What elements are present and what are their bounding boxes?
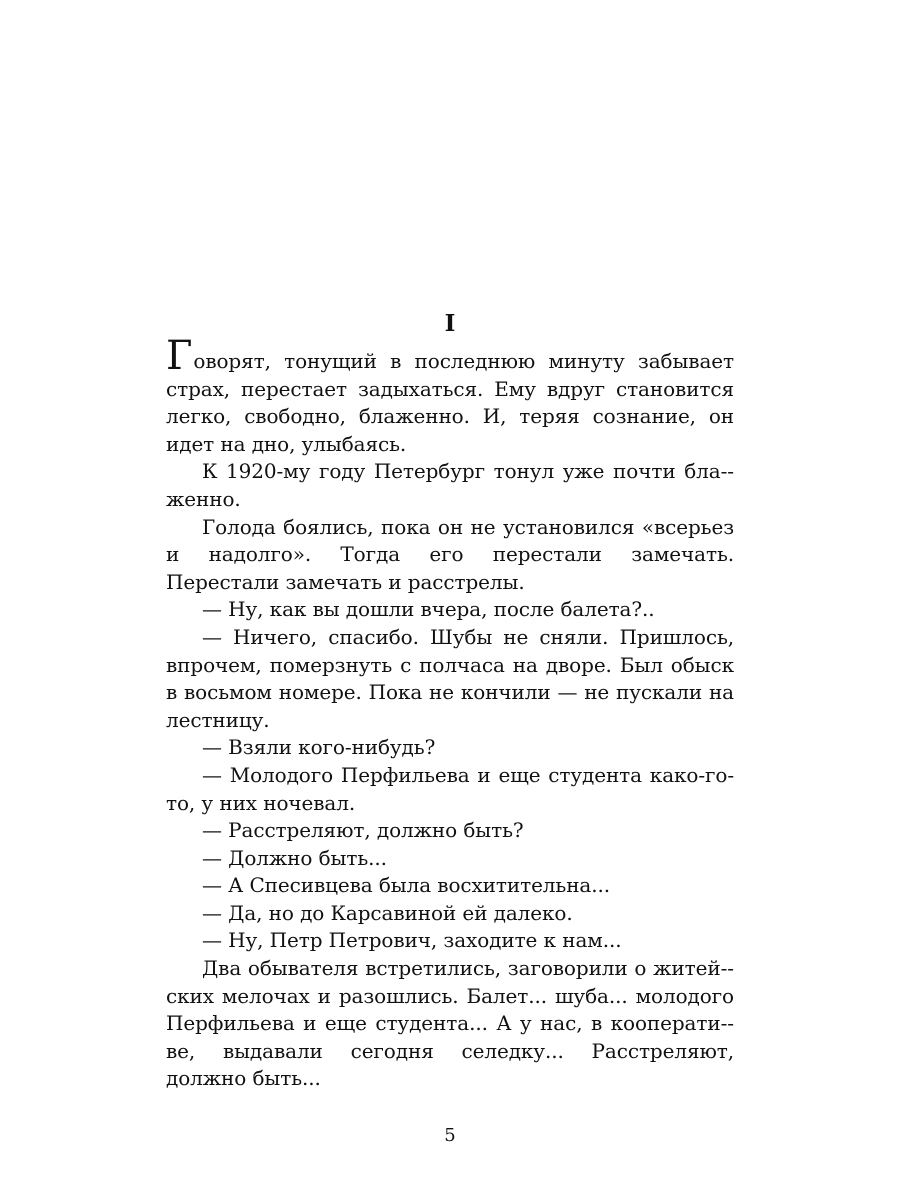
- drop-cap-letter: Г: [166, 333, 193, 379]
- opening-paragraph-text: оворят, тонущий в последнюю минуту забывает страх, перестает задыхаться. Ему вдруг становится легко, свободно, блаженно. И, теряя сознание, он идет на дно, улыбаясь.: [166, 349, 734, 456]
- paragraph: Голода боялись, пока он не установился «всерьез и надолго». Тогда его перестали замечать. Перестали замечать и расстрелы.: [166, 514, 734, 594]
- dialogue-line: — Да, но до Карсавиной ей далеко.: [202, 900, 573, 925]
- dialogue-line: — А Спесивцева была восхитительна...: [202, 873, 611, 898]
- dialogue-line: — Расстреляют, должно быть?: [202, 818, 524, 843]
- dialogue-line: — Взяли кого-нибудь?: [202, 735, 436, 760]
- page-number: 5: [444, 1125, 456, 1146]
- dialogue-line: — Должно быть...: [202, 845, 387, 870]
- dialogue-line: — Ну, как вы дошли вчера, после балета?..: [202, 597, 655, 622]
- paragraph: К 1920-му году Петербург тонул уже почти бла-женно.: [166, 459, 734, 511]
- paragraph: Два обывателя встретились, заговорили о житей-ских мелочах и разошлись. Балет... шуба... молодого Перфильева и еще студента... А у нас, в кооперати-ве, выдавали сегодня селедку... Расстреляют, должно быть...: [166, 956, 734, 1091]
- opening-paragraph: [166, 333, 734, 458]
- chapter-number: I: [444, 310, 456, 337]
- dialogue-line: — Молодого Перфильева и еще студента како-го-то, у них ночевал.: [166, 762, 734, 815]
- dialogue-line: — Ну, Петр Петрович, заходите к нам...: [202, 928, 622, 953]
- page-text-block: [166, 308, 734, 1093]
- dialogue-line: — Ничего, спасибо. Шубы не сняли. Пришлось, впрочем, померзнуть с полчаса на дворе. Был обыск в восьмом номере. Пока не кончили — не пускали на лестницу.: [166, 624, 734, 732]
